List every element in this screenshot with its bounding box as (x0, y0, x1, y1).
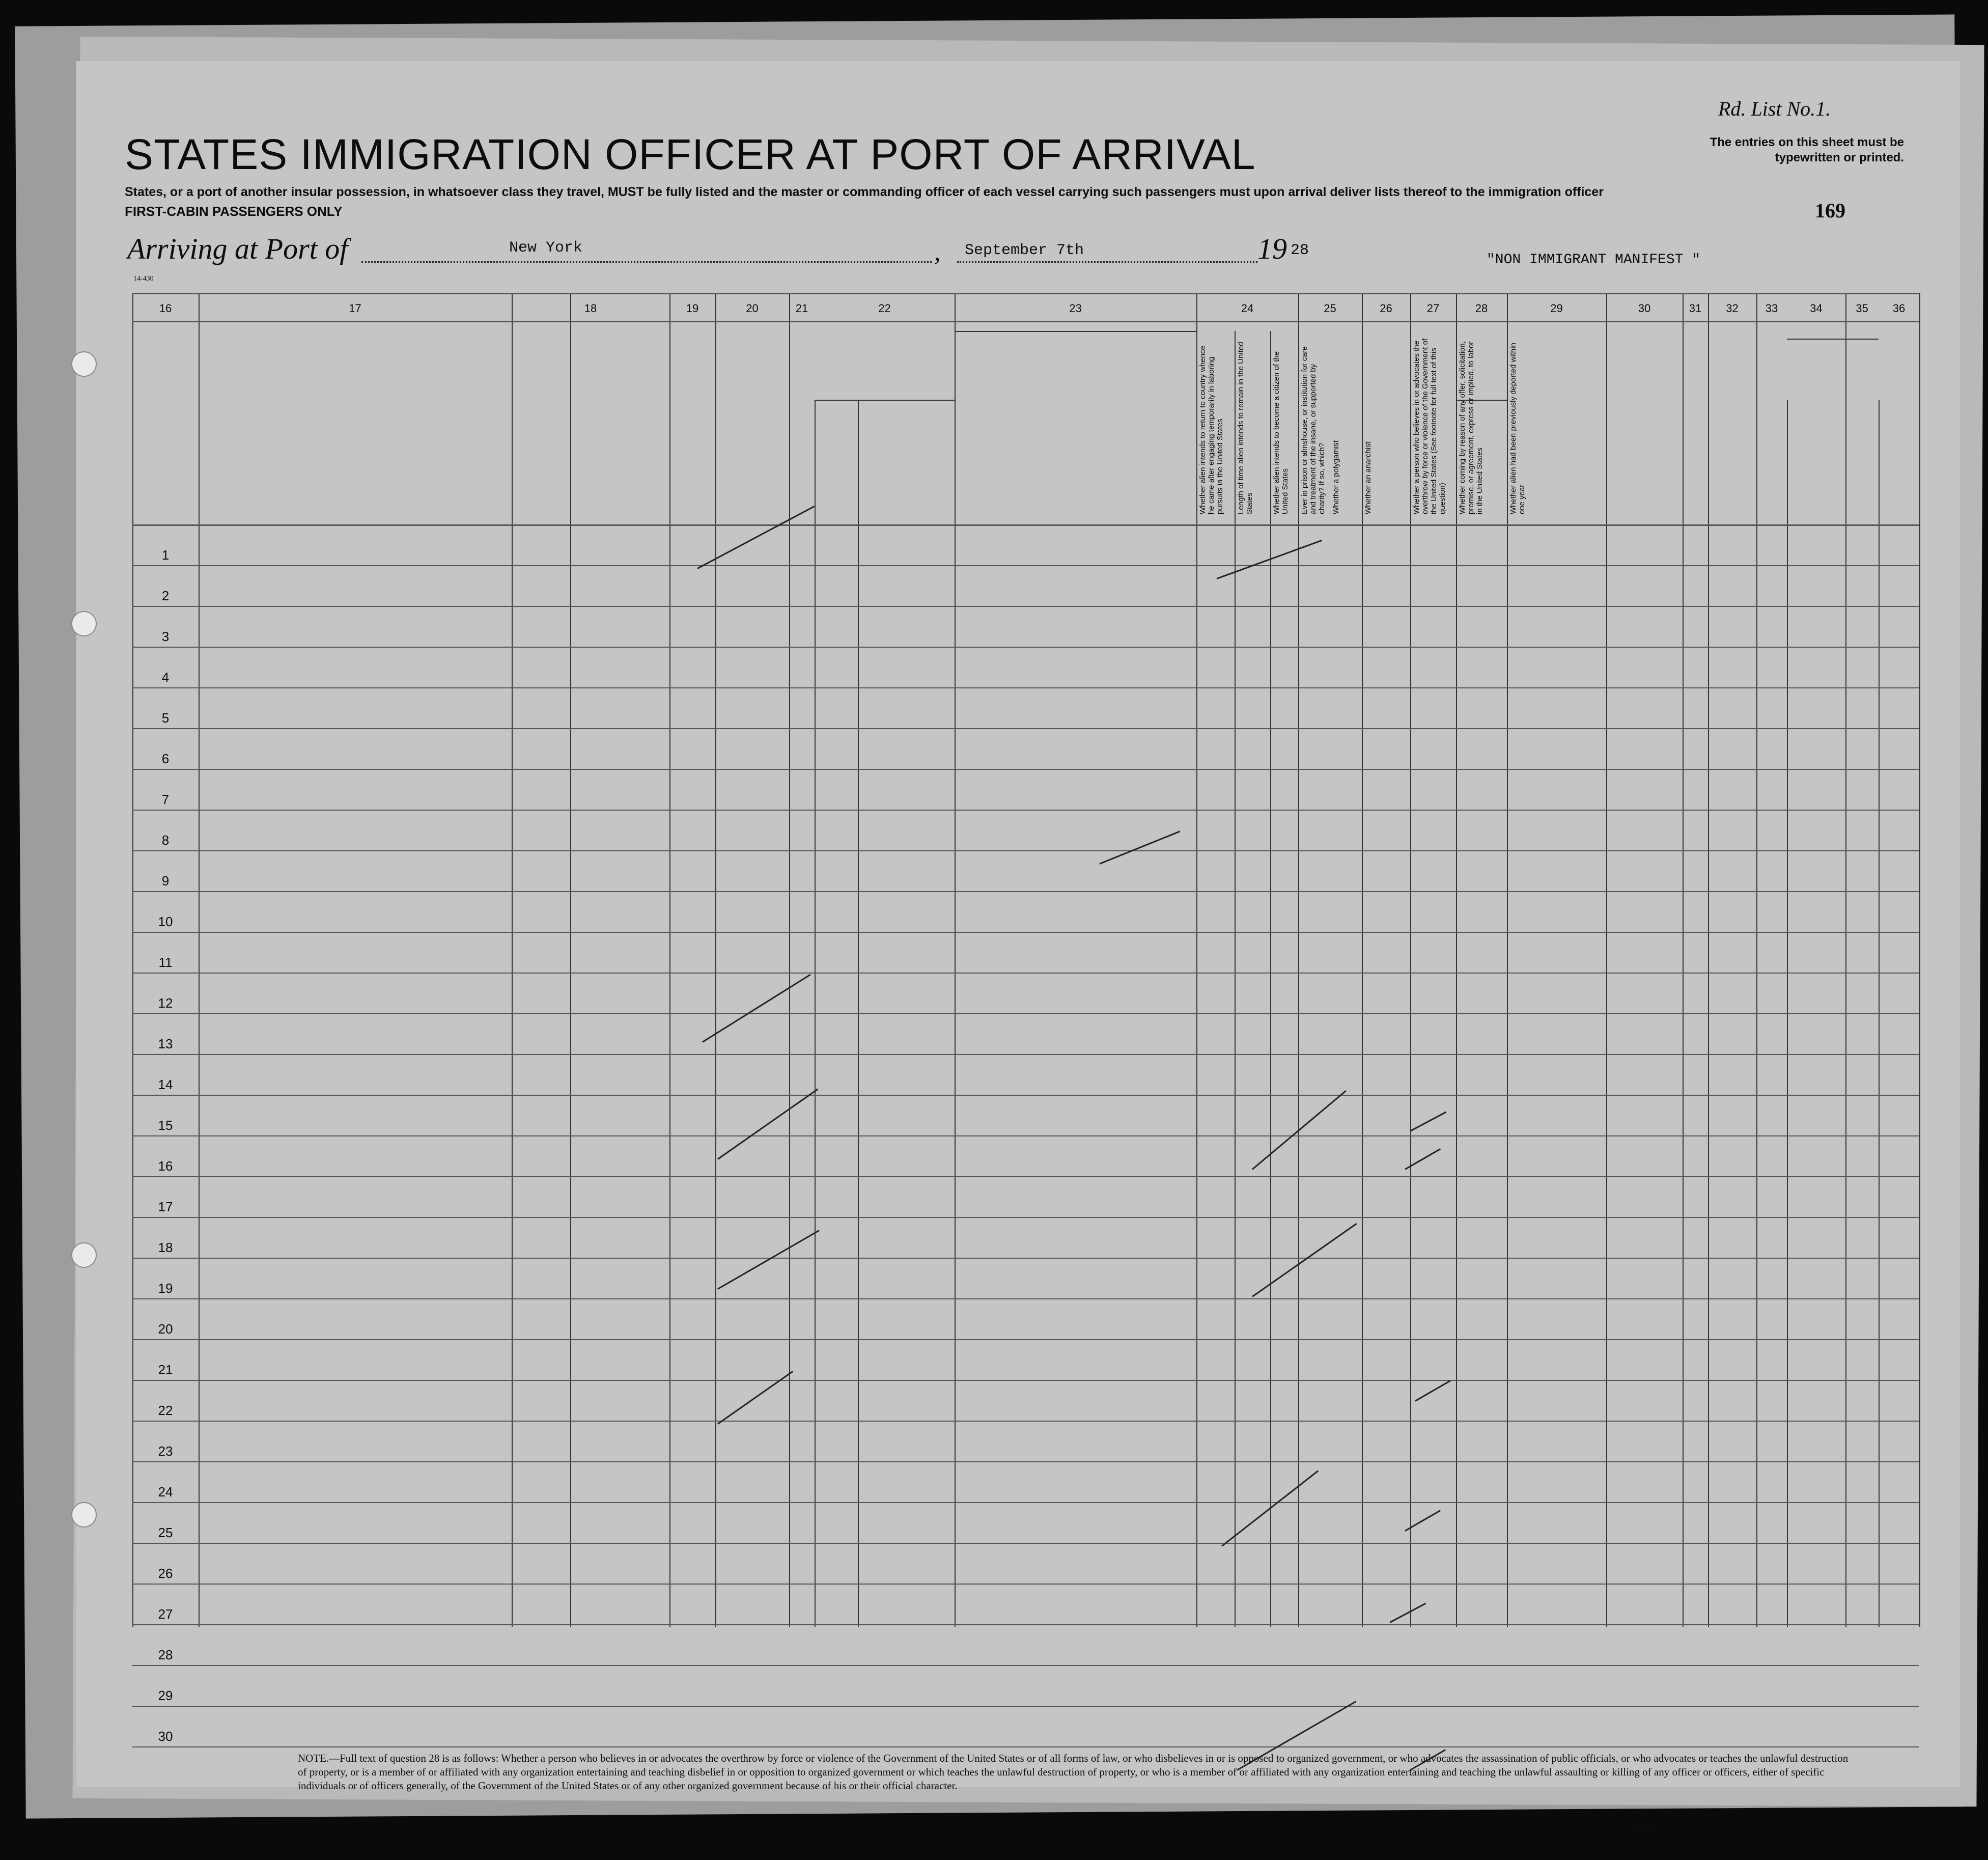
row-number: 20 (158, 1321, 173, 1337)
footnote-q28: NOTE.—Full text of question 28 is as follows: Whether a person who believes in or advocates the overthrow by force or violence of the Government of the United States or of all forms of law, or who disbelieves in or is opposed to organized government, or who advocates the assassination of public officials, or who advocates or teaches the unlawful destruction of property, or is a member of or affiliated with any organization entertaining and teaching disbelief in or opposition to organized government or which teaches the unlawful destruction of property, or who is a member of or affiliated with any organization entertaining and teaching the unlawful assaulting or killing of any officer or officers, either of specific individuals or of officers generally, of the Government of the United States or of any other organized government because of his or their official character. (298, 1752, 1849, 1792)
checkmark (717, 1371, 793, 1425)
row-number: 4 (161, 670, 170, 685)
year-prefix: 19 (1257, 232, 1287, 265)
manifest-table (132, 293, 1919, 1744)
header-inches (1767, 395, 1787, 517)
row-number: 22 (158, 1403, 173, 1418)
column-number: 29 (1550, 302, 1563, 315)
column-number: 20 (746, 302, 759, 315)
row-number: 24 (158, 1484, 173, 1500)
column-number: 35 (1856, 302, 1868, 315)
row-number: 10 (158, 914, 173, 929)
column-number: 21 (795, 302, 808, 315)
checkmark (697, 506, 815, 569)
checkmark (1410, 1112, 1446, 1132)
header-purpose-c: Whether alien intends to become a citizen of the United States (1272, 351, 1290, 514)
row-number: 6 (161, 751, 170, 766)
row-number: 1 (161, 547, 170, 563)
column-number: 31 (1689, 302, 1702, 315)
row-number: 15 (158, 1118, 173, 1133)
instructions: States, or a port of another insular possession, in whatsoever class they travel, MUST be fully listed and the master or commanding officer of each vessel carrying such passengers must upon arrival deliver lists thereof to the immigration officer (125, 185, 1604, 199)
column-number: 19 (686, 302, 699, 315)
row-number: 11 (158, 955, 173, 970)
checkmark (1216, 540, 1322, 579)
checkmark (717, 1089, 818, 1160)
row-number: 8 (161, 832, 170, 848)
form-code: 14-430 (133, 275, 154, 283)
column-number: 22 (878, 302, 891, 315)
page-number: 169 (1815, 199, 1845, 222)
row-number: 17 (158, 1199, 173, 1214)
row-number: 21 (158, 1362, 173, 1377)
row-number: 2 (161, 588, 170, 603)
row-number: 9 (161, 873, 170, 889)
punch-hole (71, 1502, 97, 1528)
year-suffix: 28 (1291, 242, 1309, 259)
column-number: 26 (1380, 302, 1392, 315)
column-number: 16 (159, 302, 172, 315)
column-number: 27 (1426, 302, 1440, 315)
row-number: 23 (158, 1443, 173, 1459)
row-number: 12 (158, 995, 173, 1011)
row-number: 28 (158, 1647, 173, 1662)
column-number: 28 (1475, 302, 1488, 315)
header-c27: Whether an anarchist (1364, 441, 1373, 514)
typewritten-note: The entries on this sheet must be typewritten or printed. (1710, 135, 1904, 164)
checkmark (1252, 1223, 1357, 1297)
row-number: 19 (158, 1281, 173, 1296)
header-c29: Whether coming by reason of any offer, solicitation, promise, or agreement, express or implied, to labor in the United States (1458, 341, 1484, 514)
checkmark (1389, 1603, 1426, 1623)
row-number: 13 (158, 1036, 173, 1051)
column-number: 32 (1726, 302, 1739, 315)
manifest-sheet: Rd. List No.1. The entries on this sheet must be typewritten or printed. STATES IMMIGRATION OFFICER AT PORT OF ARRIVAL States, or a port of another insular possession, in whatsoever class they travel, MUST be fully listed and the master or commanding officer of each vessel carrying such passengers must upon arrival deliver lists thereof to the immigration officer FIRST-CABIN PASSENGERS ONLY 169 Arriving at Port of New York , September 7th 19 28 "NON IMMIGRANT MANIFEST " 14-430 16 17 18 19 20 21 22 23 24 25 26 27 28 29 30 31 32 33 34 35 36 Whether alien intends to return to country whence he came after engaging temporarily in laboring pursuits in the United States Length of time alien intends to remain in the United States Whether alien intends to become a citizen of the United States Ever in prison or almshouse, or institution for care and treatment of the insane, or supported by charity? If so, which? Whether a polygamist Whether an anarchist Whether a person who believes in or advocates the overthrow by force or violence of the Government of the United States (See footnote for full text of this question) Whether coming by reason of any offer, solicitation, promise, or agreement, express or implied, to labor in the United States Whether alien had been previously deported within one year 1 2 3 4 5 6 7 8 9 10 11 12 13 14 15 16 17 18 19 20 21 22 23 24 25 26 27 28 29 30 NOTE.—Full text of question 28 is as follows: Whether a person who believes in or advocates the overthrow by force or violence of the Government of the United States or of all forms of law, or who disbelieves in or is opposed to organized government, or who advocates the assassination of public officials, or who advocates or teaches the unlawful destruction of property, or is a member of or affiliated with any organization entertaining and teaching disbelief in or opposition to organized government or which teaches the unlawful destruction of property, or who is a member of or affiliated with any organization entertaining and teaching the unlawful assaulting or killing of any officer or officers, either of specific individuals or of officers generally, of the Government of the United States or of any other organized government because of his or their official character. 14-430 (76, 61, 1960, 1787)
column-number: 25 (1324, 302, 1336, 315)
port-value: New York (509, 239, 583, 257)
checkmark (1415, 1380, 1451, 1402)
header-c26: Whether a polygamist (1332, 440, 1340, 514)
checkmark (1099, 830, 1180, 864)
list-number: Rd. List No.1. (1718, 97, 1831, 120)
header-c25: Ever in prison or almshouse, or institution for care and treatment of the insane, or supported by charity? If so, which? (1300, 346, 1326, 514)
column-number: 18 (584, 302, 597, 315)
row-number: 16 (158, 1158, 173, 1174)
row-number: 27 (158, 1606, 173, 1622)
column-number: 17 (349, 302, 361, 315)
arriving-label: Arriving at Port of (127, 232, 348, 265)
column-number: 24 (1241, 302, 1254, 315)
row-number: 18 (158, 1240, 173, 1255)
checkmark (717, 1230, 820, 1290)
punch-hole (71, 351, 97, 377)
footer-code: 14-430 (1634, 1823, 1658, 1831)
row-number: 7 (161, 792, 170, 807)
punch-hole (71, 1242, 97, 1268)
checkmark (702, 974, 811, 1043)
page-title: STATES IMMIGRATION OFFICER AT PORT OF ARRIVAL (125, 130, 1256, 178)
header-ticket (671, 349, 713, 517)
row-number: 5 (161, 710, 170, 726)
header-purpose-b: Length of time alien intends to remain in the United States (1237, 342, 1254, 514)
date-value: September 7th (965, 242, 1084, 259)
punch-hole (71, 611, 97, 636)
header-c30: Whether alien had been previously deported within one year (1509, 343, 1526, 514)
row-number: 30 (158, 1729, 173, 1744)
column-number: 23 (1069, 302, 1082, 315)
row-number: 29 (158, 1688, 173, 1703)
header-purpose-a: Whether alien intends to return to country whence he came after engaging temporarily in laboring pursuits in the United States (1198, 345, 1224, 514)
column-number: 33 (1765, 302, 1778, 315)
row-number: 26 (158, 1566, 173, 1581)
row-number: 25 (158, 1525, 173, 1540)
column-number: 30 (1638, 302, 1651, 315)
class-note: FIRST-CABIN PASSENGERS ONLY (125, 204, 343, 219)
column-number: 34 (1810, 302, 1823, 315)
manifest-type: "NON IMMIGRANT MANIFEST " (1487, 252, 1701, 268)
row-number: 3 (161, 629, 170, 644)
header-money (791, 349, 813, 517)
header-c28: Whether a person who believes in or advocates the overthrow by force or violence of the Government of the United States (See footnote for full text of this question) (1412, 338, 1447, 514)
row-number: 14 (158, 1077, 173, 1092)
column-number: 36 (1892, 302, 1906, 315)
